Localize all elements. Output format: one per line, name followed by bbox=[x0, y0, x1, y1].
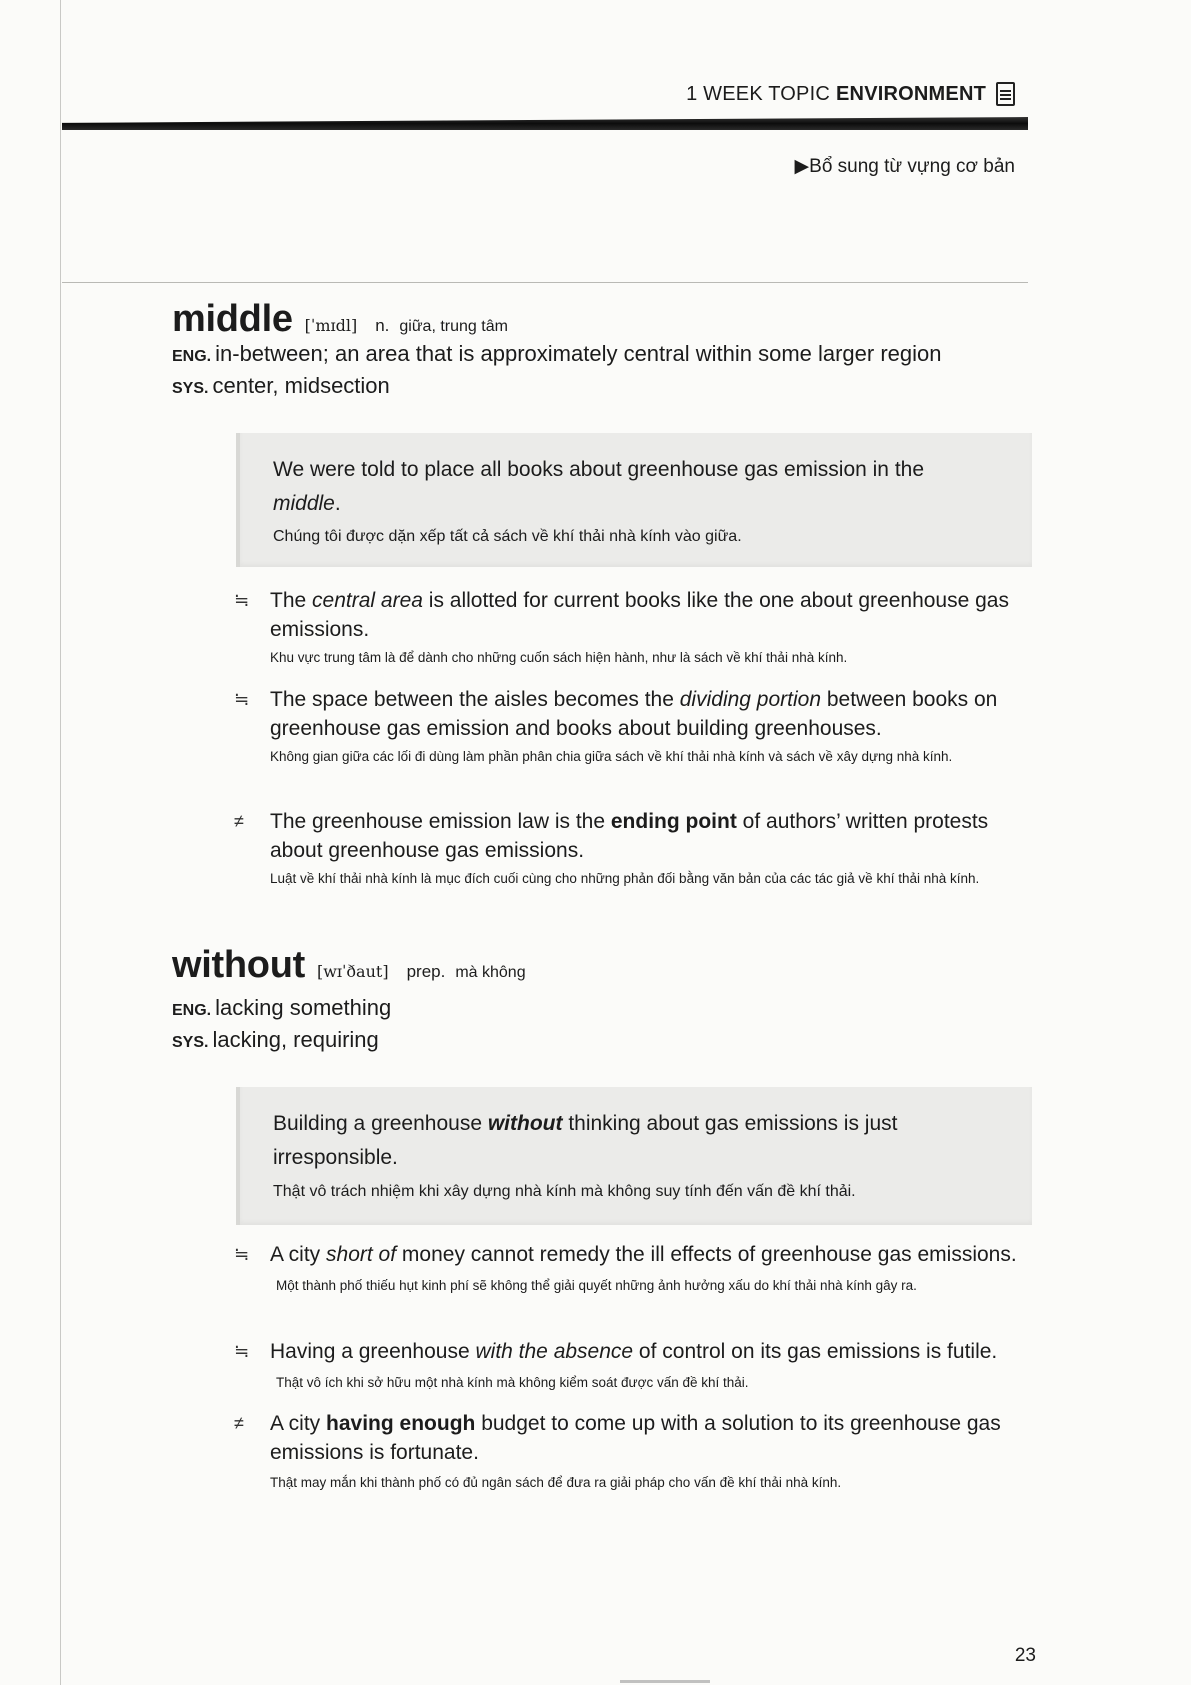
english-definition: ENG. in-between; an area that is approximately central within some larger region bbox=[172, 341, 942, 366]
similar-icon: ≒ bbox=[234, 1341, 250, 1361]
synonyms: SYS. center, midsection bbox=[172, 373, 390, 398]
sentence-translation: Thật vô ích khi sở hữu một nhà kính mà không kiểm soát được vấn đề khí thải. bbox=[276, 1375, 749, 1390]
header-topic: ENVIRONMENT bbox=[836, 82, 986, 105]
header-bar bbox=[62, 117, 1028, 130]
example-box bbox=[236, 1087, 1032, 1225]
pronunciation: [wɪˈðaut] bbox=[316, 962, 389, 981]
vietnamese-meaning: giữa, trung tâm bbox=[399, 318, 508, 335]
example-sentence: We were told to place all books about greenhouse gas emission in the middle. bbox=[273, 458, 925, 515]
sentence-translation: Luật về khí thải nhà kính là mục đích cuối cùng cho những phản đối bằng văn bản của các tác giả về khí thải nhà kính. bbox=[270, 871, 980, 886]
page-number: 23 bbox=[1014, 1645, 1036, 1666]
example-translation: Chúng tôi được dặn xếp tất cả sách về khí thải nhà kính vào giữa. bbox=[273, 528, 742, 545]
pronunciation: [ˈmɪdl] bbox=[304, 316, 358, 335]
document-icon bbox=[996, 82, 1015, 106]
opposite-icon: ≠ bbox=[234, 811, 244, 831]
synonyms: SYS. lacking, requiring bbox=[172, 1027, 379, 1052]
sentence-translation: Không gian giữa các lối đi dùng làm phần phân chia giữa sách về khí thải nhà kính và sách về xây dựng nhà kính. bbox=[270, 749, 953, 764]
divider bbox=[62, 282, 1028, 283]
entry-heading-middle bbox=[172, 298, 508, 341]
sentence-translation: Khu vực trung tâm là để dành cho những cuốn sách hiện hành, như là sách về khí thải nhà kính. bbox=[270, 650, 848, 665]
page-edge bbox=[60, 0, 61, 1685]
section-label: ▶Bổ sung từ vựng cơ bản bbox=[794, 156, 1015, 177]
similar-icon: ≒ bbox=[234, 689, 250, 709]
opposite-icon: ≠ bbox=[234, 1413, 244, 1433]
header-prefix: 1 WEEK TOPIC bbox=[686, 82, 831, 105]
example-translation: Thật vô trách nhiệm khi xây dựng nhà kính mà không suy tính đến vấn đề khí thải. bbox=[273, 1183, 856, 1200]
example-box bbox=[236, 433, 1032, 567]
part-of-speech: n. bbox=[375, 316, 390, 335]
entry-heading-without bbox=[172, 944, 526, 987]
headword: without bbox=[172, 944, 305, 986]
english-definition: ENG. lacking something bbox=[172, 995, 392, 1020]
sentence-translation: Một thành phố thiếu hụt kinh phí sẽ không thể giải quyết những ảnh hưởng xấu do khí thải nhà kính gây ra. bbox=[276, 1278, 917, 1293]
part-of-speech: prep. bbox=[406, 962, 446, 981]
running-header bbox=[686, 82, 1015, 106]
sentence-translation: Thật may mắn khi thành phố có đủ ngân sách để đưa ra giải pháp cho vấn đề khí thải nhà kính. bbox=[270, 1475, 842, 1490]
bottom-mark bbox=[620, 1680, 710, 1683]
example-sentence: Building a greenhouse without thinking about gas emissions is just irresponsible. bbox=[273, 1112, 898, 1169]
headword: middle bbox=[172, 298, 293, 340]
similar-icon: ≒ bbox=[234, 1244, 250, 1264]
similar-icon: ≒ bbox=[234, 590, 250, 610]
vietnamese-meaning: mà không bbox=[455, 964, 526, 981]
